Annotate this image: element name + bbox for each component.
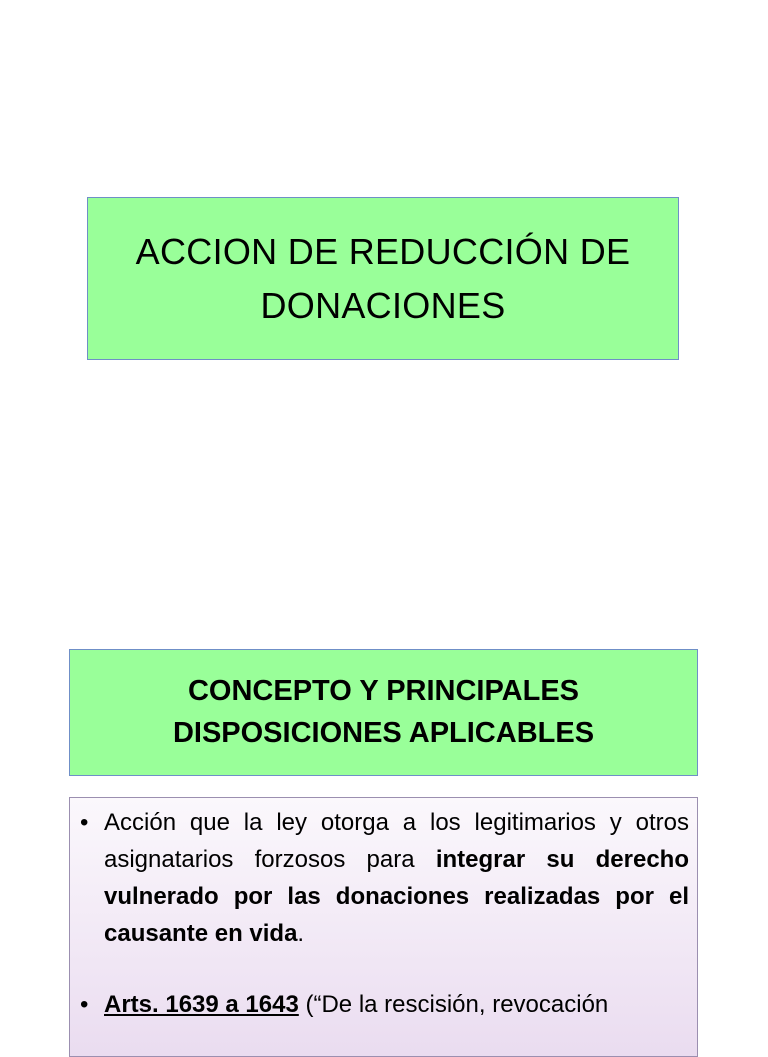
section-heading-line1: CONCEPTO Y PRINCIPALES	[187, 675, 580, 708]
bullet-text-plain: (“De la rescisión, revocación	[298, 991, 609, 1018]
bullet-text	[104, 804, 689, 952]
bullet-item	[80, 804, 689, 952]
bullet-text-articles: Arts. 1639 a 1643	[104, 991, 299, 1018]
content-box	[69, 797, 698, 1057]
slide-title-line2: DONACIONES	[260, 284, 506, 326]
section-heading	[173, 671, 594, 753]
bullet-text-plain: Acción que la ley otorga a los legitimarios y otros asignatarios forzosos para	[104, 809, 689, 873]
slide-title	[136, 225, 631, 333]
bullet-text-bold: integrar su derecho vulnerado por las donaciones realizadas por el causante en vida	[104, 846, 690, 947]
section-heading-box	[69, 649, 698, 776]
bullet-text-end: .	[297, 920, 305, 947]
bullet-dot: •	[80, 991, 89, 1018]
bullet-text	[104, 986, 689, 1023]
bullet-item	[80, 986, 689, 1023]
section-heading-line2: DISPOSICIONES APLICABLES	[172, 716, 595, 749]
title-box	[87, 197, 679, 360]
bullet-dot: •	[80, 809, 89, 836]
slide-title-line1: ACCION DE REDUCCIÓN DE	[135, 230, 631, 272]
